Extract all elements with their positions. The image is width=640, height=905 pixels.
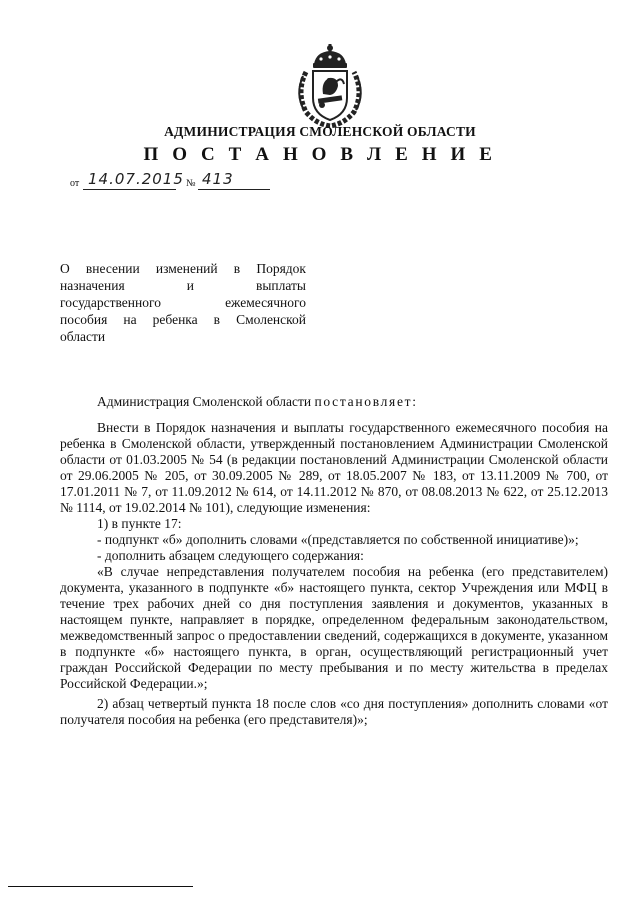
preamble-text: Администрация Смоленской области [97,394,315,409]
preamble [97,394,418,410]
body-paragraph: - подпункт «б» дополнить словами «(представляется по собственной инициативе)»; [97,532,579,547]
document-body [60,420,608,728]
footer-rule [8,886,193,887]
body-paragraph: - дополнить абзацем следующего содержания: [97,548,364,563]
preamble-decree-word: постановляет: [314,394,418,409]
document-number: 413 [202,170,234,188]
document-date: 14.07.2015 [88,170,184,188]
date-underline [83,189,176,190]
subject-line: пособия на ребенка в Смоленской [60,312,306,327]
subject-line: назначения и выплаты [60,278,306,293]
subject-line: области [60,329,106,344]
subject-line: О внесении изменений в Порядок [60,261,306,276]
date-label: от [70,178,80,189]
document-type-heading: П О С Т А Н О В Л Е Н И Е [143,144,497,165]
body-paragraph: 2) абзац четвертый пункта 18 после слов «со дня поступления» дополнить словами «от получателя пособия на ребенка (его представителя)»; [60,696,608,727]
body-paragraph: «В случае непредставления получателем пособия на ребенка (его представителем) документа, указанного в подпункте «б» настоящего пункта, сектор Учреждения или МФЦ в течение трех рабочих дней со дня поступления заявления и документов, указанных в настоящем пункте, направляет в порядке, определенном федеральным законодательством, межведомственный запрос о предоставлении сведений, содержащихся в документе, указанном в подпункте «б» настоящего пункта, в орган, осуществляющий регистрационный учет граждан Российской Федерации по месту пребывания и по месту жительства в пределах Российской Федерации.»; [60,564,608,691]
subject-line: государственного ежемесячного [60,295,306,310]
number-label: № [186,178,196,189]
body-paragraph: 1) в пункте 17: [97,516,182,531]
document-subject [60,260,306,345]
organization-title: АДМИНИСТРАЦИЯ СМОЛЕНСКОЙ ОБЛАСТИ [164,124,476,139]
body-paragraph: Внести в Порядок назначения и выплаты государственного ежемесячного пособия на ребенка в Смоленской области, утвержденный постановлением Администрации Смоленской области от 01.03.2005 № 54 (в редакции постановлений Администрации Смоленской области от 29.06.2005 № 205, от 30.09.2005 № 289, от 18.05.2007 № 183, от 13.11.2009 № 700, от 17.01.2011 № 7, от 11.09.2012 № 614, от 14.11.2012 № 870, от 08.08.2013 № 622, от 25.12.2013 № 1114, от 19.02.2014 № 101), следующие изменения: [60,420,608,515]
number-underline [198,189,270,190]
coat-of-arms-emblem [292,42,368,128]
